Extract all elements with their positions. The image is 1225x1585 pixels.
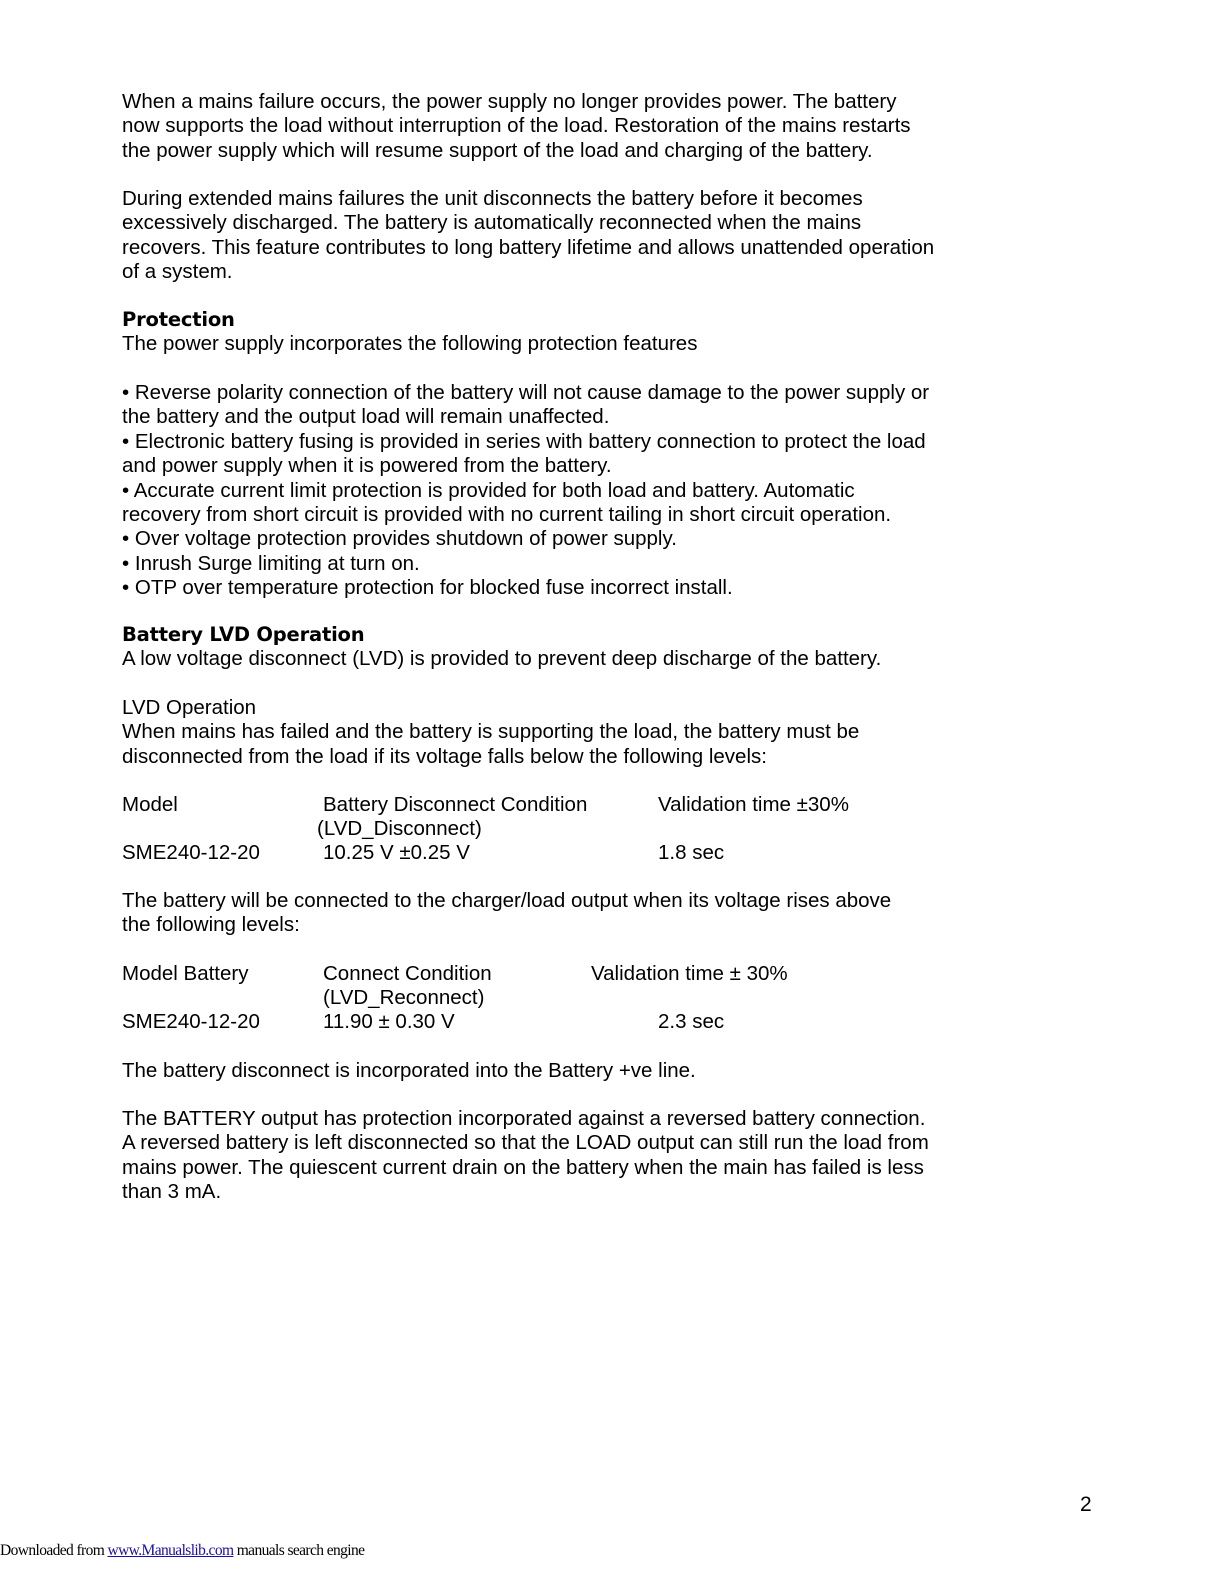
list-item: • Reverse polarity connection of the battery will not cause damage to the power supply or — [122, 381, 930, 404]
text-line: excessively discharged. The battery is automatically reconnected when the mains — [122, 211, 862, 235]
table-header-condition-sub: (LVD_Disconnect) — [317, 817, 482, 840]
list-item: and power supply when it is powered from the battery. — [122, 454, 612, 478]
footer-suffix: manuals search engine — [233, 1542, 365, 1559]
reverse-battery-paragraph — [122, 1107, 1022, 1205]
text-line: recovers. This feature contributes to long battery lifetime and allows unattended operation — [122, 235, 935, 259]
subsection-title: LVD Operation — [122, 696, 257, 719]
text-line: now supports the load without interruption of the load. Restoration of the mains restarts — [122, 114, 911, 138]
text-line: When a mains failure occurs, the power supply no longer provides power. The battery — [122, 90, 897, 113]
table-cell-model: SME240-12-20 — [122, 1010, 260, 1033]
list-item: • OTP over temperature protection for blocked fuse incorrect install. — [122, 576, 733, 600]
section-intro: A low voltage disconnect (LVD) is provided to prevent deep discharge of the battery. — [122, 647, 882, 671]
list-item: • Inrush Surge limiting at turn on. — [122, 551, 420, 575]
section-heading: Protection — [122, 308, 235, 331]
table-header-validation: Validation time ±30% — [658, 793, 849, 816]
table-cell-model: SME240-12-20 — [122, 841, 260, 864]
section-heading: Battery LVD Operation — [122, 623, 365, 646]
table-header-condition-sub: (LVD_Reconnect) — [323, 986, 485, 1009]
table-cell-validation: 2.3 sec — [658, 1010, 725, 1033]
text-line: mains power. The quiescent current drain on the battery when the main has failed is less — [122, 1155, 924, 1179]
text-line: The battery will be connected to the charger/load output when its voltage rises above — [122, 889, 892, 912]
text-line: When mains has failed and the battery is supporting the load, the battery must be — [122, 720, 860, 744]
protection-section — [122, 308, 1022, 357]
table-header-model: Model — [122, 793, 178, 816]
text-line: disconnected from the load if its voltage falls below the following levels: — [122, 744, 767, 768]
reconnect-paragraph — [122, 889, 1022, 938]
protection-bullet-list — [122, 381, 1022, 601]
lvd-operation — [122, 696, 1022, 769]
text-line: the following levels: — [122, 913, 300, 937]
table-header-validation: Validation time ± 30% — [591, 962, 788, 985]
list-item: • Accurate current limit protection is provided for both load and battery. Automatic — [122, 478, 855, 502]
text-line: the power supply which will resume support of the load and charging of the battery. — [122, 138, 873, 162]
text-line: The BATTERY output has protection incorporated against a reversed battery connection. — [122, 1107, 926, 1130]
list-item: the battery and the output load will remain unaffected. — [122, 405, 610, 429]
table-cell-condition: 11.90 ± 0.30 V — [323, 1010, 455, 1033]
table-header-condition: Connect Condition — [323, 962, 492, 985]
table-header-condition: Battery Disconnect Condition — [323, 793, 588, 816]
page-number: 2 — [1080, 1493, 1092, 1516]
footer-prefix: Downloaded from — [0, 1542, 108, 1559]
intro-paragraph-2 — [122, 187, 1022, 285]
lvd-section — [122, 623, 1022, 672]
section-intro: The power supply incorporates the following protection features — [122, 332, 698, 356]
list-item: • Electronic battery fusing is provided in series with battery connection to protect the load — [122, 429, 926, 453]
manualslib-link[interactable]: www.Manualslib.com — [107, 1542, 234, 1559]
footer-attribution — [0, 1541, 364, 1561]
list-item: recovery from short circuit is provided with no current tailing in short circuit operation. — [122, 503, 892, 527]
text-line: than 3 mA. — [122, 1180, 222, 1204]
table-cell-validation: 1.8 sec — [658, 841, 725, 864]
text-line: of a system. — [122, 260, 233, 284]
line-note — [122, 1059, 1022, 1083]
intro-paragraph-1 — [122, 90, 1022, 163]
table-cell-condition: 10.25 V ±0.25 V — [323, 841, 470, 864]
list-item: • Over voltage protection provides shutdown of power supply. — [122, 527, 677, 551]
table-header-model: Model Battery — [122, 962, 249, 985]
text-line: The battery disconnect is incorporated into the Battery +ve line. — [122, 1059, 696, 1082]
text-line: During extended mains failures the unit disconnects the battery before it becomes — [122, 187, 863, 210]
text-line: A reversed battery is left disconnected so that the LOAD output can still run the load from — [122, 1131, 929, 1155]
